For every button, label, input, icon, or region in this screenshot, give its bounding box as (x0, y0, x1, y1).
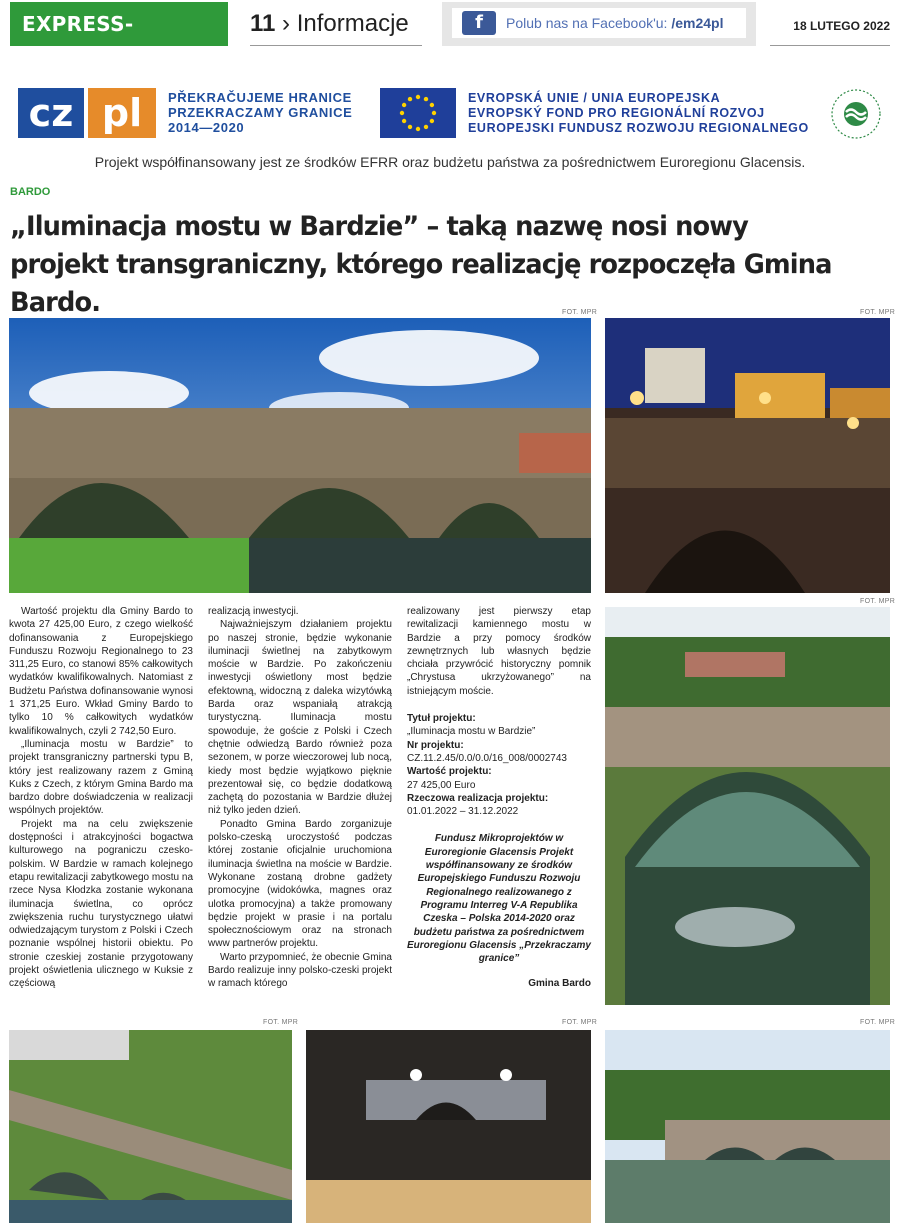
euroregion-glacensis-logo (830, 88, 882, 140)
page-number: 11 (250, 10, 276, 37)
czpl-line-3: 2014—2020 (168, 120, 245, 135)
facebook-like-icon: f (462, 11, 496, 35)
paragraph: Ponadto Gmina Bardo zorganizuje polsko-czeską uroczystość podczas której zostanie oficjalnie uruchomiona iluminacja świetlna na moście w Bardzie. Wykonane zostaną drobne gadżety promocyjne (widokówka, magnes oraz ulotka promocyjna) a także promowany będzie projekt w prasie i na portalu społecznościowym oraz na stronach www partnerów projektu. (208, 818, 392, 950)
info-label: Tytuł projektu: (407, 713, 476, 725)
info-value: „Iluminacja mostu w Bardzie” (407, 726, 536, 738)
paragraph: Najważniejszym działaniem projektu po naszej stronie, będzie wykonanie iluminacji świetlnej na zabytkowym moście w Bardzie. Po zakończeniu inwestycji oświetlony most będzie efektowną, widoczną z daleka wizytówką Barda oraz wspaniałą atrakcją turystyczną. Iluminacja mostu spowoduje, że goście z Polski i Czech chętnie odwiedzą Bardo również poza sezonem, w porze wieczorowej lub nocą, kiedy most będzie wyjątkowo pięknie prezentował się, co będzie dodatkową zachętą do pozostania w Bardzie dłużej niż tylko jeden dzień. (208, 619, 392, 817)
bridge-night-snow-photo (306, 1030, 591, 1223)
eu-line-2: EVROPSKÝ FOND PRO REGIONÁLNÍ ROZVOJ (468, 106, 765, 120)
cofinancing-note: Projekt współfinansowany jest ze środków EFRR oraz budżetu państwa za pośrednictwem Euroregionu Glacensis. (94, 154, 806, 170)
czpl-logo (18, 88, 156, 138)
article-column-1 (9, 605, 193, 991)
info-label: Wartość projektu: (407, 766, 492, 778)
project-info (407, 712, 591, 818)
info-value: 27 425,00 Euro (407, 779, 476, 791)
info-value: CZ.11.2.45/0.0/0.0/16_008/0002743 (407, 752, 567, 764)
facebook-handle: /em24pl (671, 15, 724, 31)
czpl-program-text (168, 90, 352, 135)
czpl-logo-cz: cz (18, 88, 84, 138)
bridge-arch-photo (605, 607, 890, 1005)
photo-credit: FOT. MPR (263, 1019, 299, 1026)
photo-credit: FOT. MPR (562, 1019, 598, 1026)
facebook-prefix: Polub nas na Facebook'u: (506, 15, 672, 31)
photo-credit: FOT. MPR (860, 309, 896, 316)
photo-credit: FOT. MPR (860, 1019, 896, 1026)
article-column-2 (208, 605, 392, 991)
info-label: Rzeczowa realizacja projektu: (407, 792, 549, 804)
facebook-text[interactable] (506, 15, 723, 31)
facebook-banner-inner[interactable] (452, 8, 746, 38)
signature: Gmina Bardo (528, 978, 591, 990)
paragraph: Projekt ma na celu zwiększenie dostępności i atrakcyjności bogactwa kulturowego na pograniczu czesko-polskim. W Bardzie w ramach kolejnego etapu rewitalizacji zabytkowego mostu na rzece Nysa Kłodzka zostanie wykonana iluminacja świetlna, co oprócz zwiększenia ruchu turystycznego ułatwi odwiedzającym turystom z Polski i Czech poznanie wspólnej historii obiektu. Po stronie czeskiej zostanie przygotowany projekt oświetlenia ulicznego w Kuksie z częściową (9, 818, 193, 990)
fund-note: Fundusz Mikroprojektów w Euroregionie Glacensis Projekt współfinansowany ze środków Europejskiego Funduszu Rozwoju Regionalnego realizowanego z Programu Interreg V-A Republika Czeska – Polska 2014-2020 oraz budżetu państwa za pośrednictwem Euroregionu Glacensis „Przekraczamy granice” (407, 833, 591, 965)
eu-fund-text (468, 91, 809, 136)
bridge-river-photo (605, 1030, 890, 1223)
eu-line-3: EUROPEJSKI FUNDUSZ ROZWOJU REGIONALNEGO (468, 121, 809, 135)
czpl-line-1: PŘEKRAČUJEME HRANICE (168, 90, 352, 105)
site-brand[interactable]: EXPRESS-MIEJSKI.PL (10, 2, 228, 46)
paragraph: Warto przypomnieć, że obecnie Gmina Bardo realizuje inny polsko-czeski projekt w ramach którego (208, 951, 392, 990)
article-headline: „Iluminacja mostu w Bardzie” – taką nazwę nosi nowy projekt transgraniczny, którego realizację rozpoczęła Gmina Bardo. (10, 211, 832, 318)
info-value: 01.01.2022 – 31.12.2022 (407, 806, 519, 818)
bridge-aerial-photo (9, 1030, 292, 1223)
info-label: Nr projektu: (407, 739, 464, 751)
paragraph: Wartość projektu dla Gminy Bardo to kwota 27 425,00 Euro, z czego wielkość dofinansowania z Europejskiego Funduszu Rozwoju Regionalnego to 23 311,25 Euro, co stanowi 85% całkowitych wydatków kwalifikowalnych. Natomiast z Budżetu Państwa dofinansowanie wynosi 1 371,25 Euro. Wkład Gminy Bardo to tylko 10 % całkowitych wydatków kwalifikowalnych, czyli 2 742,50 Euro. (9, 606, 193, 737)
paragraph: realizowany jest pierwszy etap rewitalizacji kamiennego mostu w Bardzie a przy pomocy środków zewnętrznych lub własnych będzie chciała przywrócić historyczny pomnik „Chrystusa ukrzyżowanego” na istniejącym moście. (407, 606, 591, 697)
paragraph: „Iluminacja mostu w Bardzie” to projekt transgraniczny partnerski typu B, który jest realizowany razem z Gminą Kuks z Czech, z którym Gmina Bardo ma bardzo dobre doświadczenia w realizacji wspólnych projektów. (9, 738, 193, 817)
paragraph: realizacją inwestycji. (208, 606, 299, 617)
bridge-day-photo (9, 318, 591, 593)
eu-flag-icon (380, 88, 456, 138)
czpl-logo-pl: pl (88, 88, 156, 138)
section-name: › Informacje (282, 10, 409, 37)
czpl-line-2: PRZEKRACZAMY GRANICE (168, 105, 353, 120)
article-column-3 (407, 605, 591, 991)
bridge-night-photo (605, 318, 890, 593)
section-header (250, 6, 422, 46)
issue-date: 18 LUTEGO 2022 (770, 6, 890, 46)
photo-credit: FOT. MPR (860, 598, 896, 605)
facebook-banner[interactable] (442, 2, 756, 46)
article-kicker: BARDO (10, 186, 51, 198)
eu-line-1: EVROPSKÁ UNIE / UNIA EUROPEJSKA (468, 91, 721, 105)
photo-credit: FOT. MPR (562, 309, 598, 316)
